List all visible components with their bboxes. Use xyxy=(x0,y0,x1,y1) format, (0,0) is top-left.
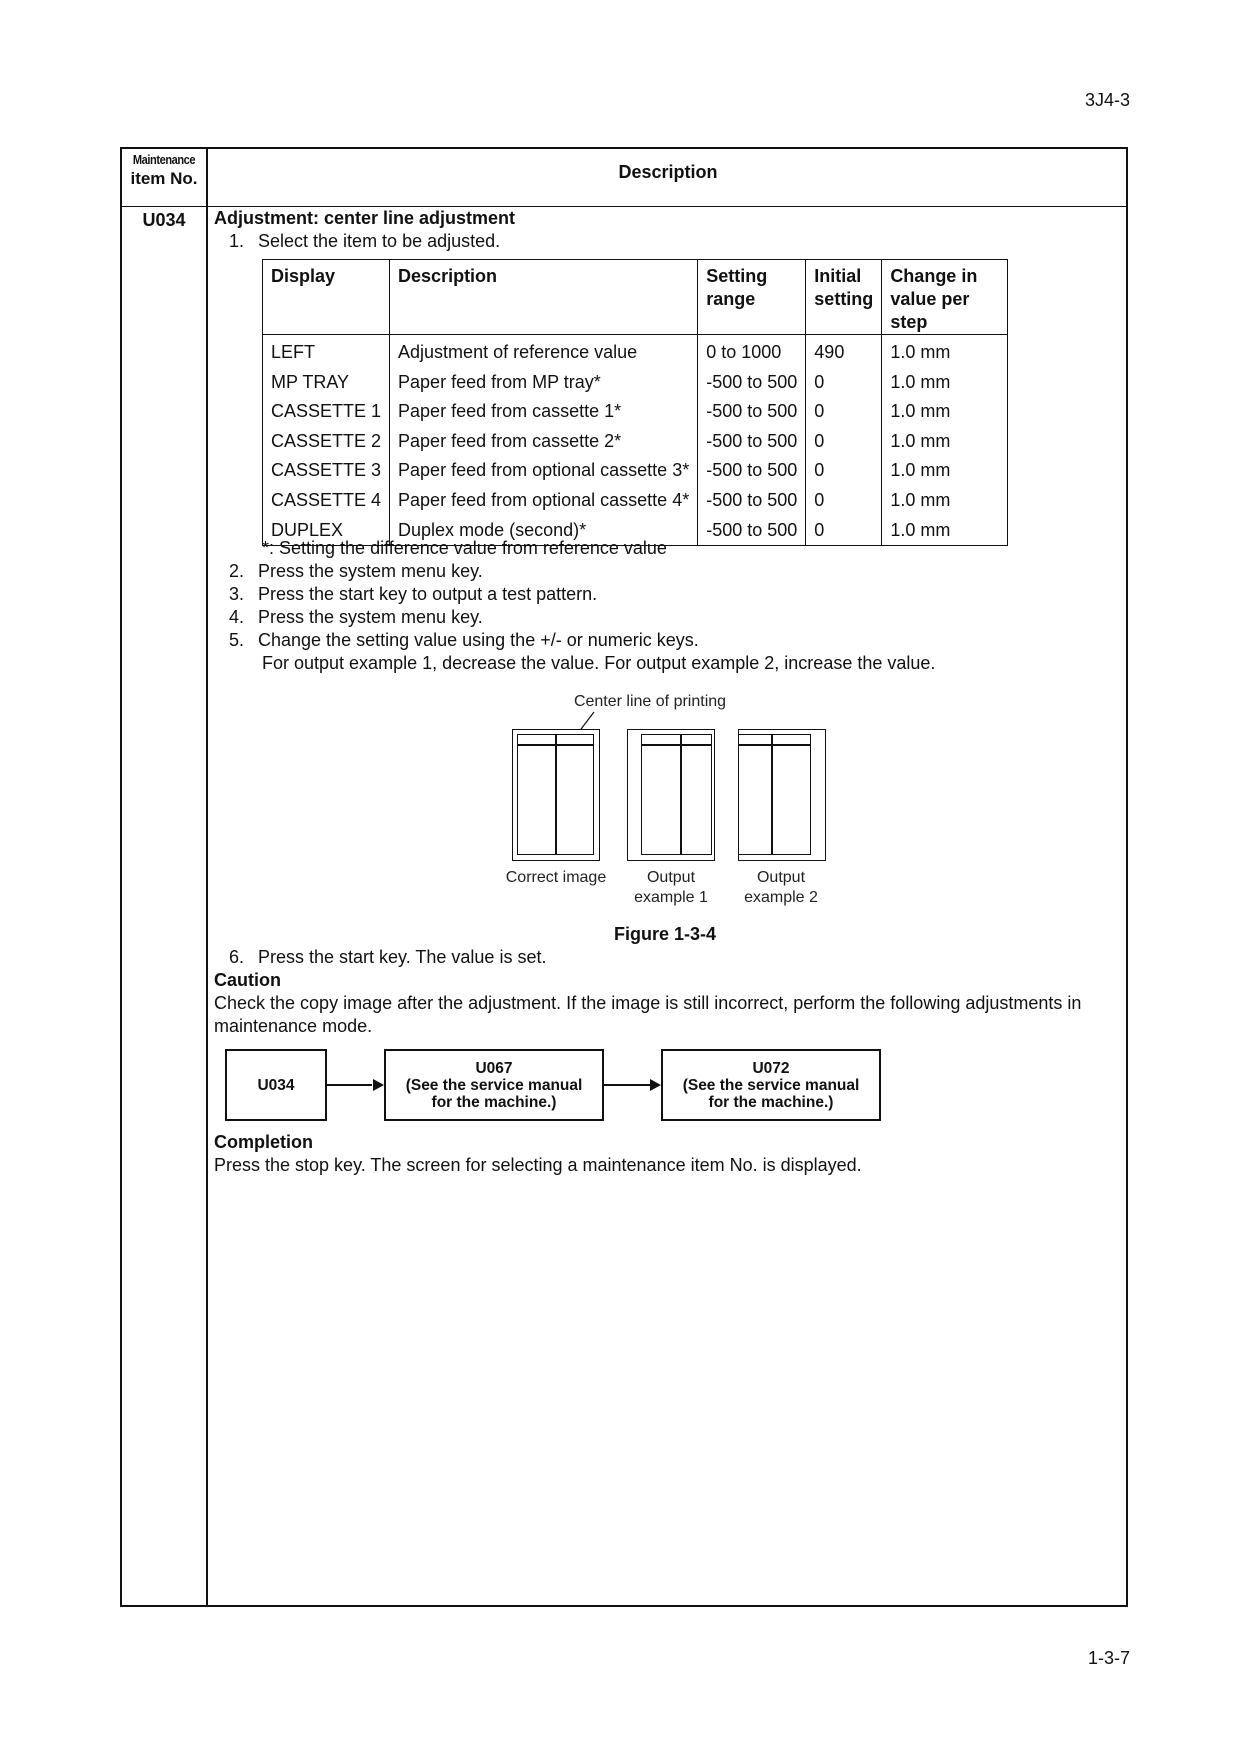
print-area xyxy=(739,734,811,855)
cell-display: LEFT xyxy=(271,342,316,362)
maintenance-item-no-header xyxy=(122,152,206,190)
completion-text: Press the stop key. The screen for selecting a maintenance item No. is displayed. xyxy=(214,1155,862,1175)
item-number: U034 xyxy=(142,210,186,230)
flow-box-u067: U067 (See the service manual for the machine.) xyxy=(384,1049,604,1121)
header-setting-range: Setting range xyxy=(698,260,806,335)
output-example-1-page xyxy=(627,729,715,861)
print-area xyxy=(641,734,712,855)
flow-arrow-2-head xyxy=(650,1079,661,1091)
step-5-note: For output example 1, decrease the value. For output example 2, increase the value. xyxy=(262,653,936,673)
cell-description: Adjustment of reference value xyxy=(390,335,698,368)
caution-text-line-2: maintenance mode. xyxy=(214,1016,373,1036)
caption-correct-image: Correct image xyxy=(505,869,607,886)
header-initial-setting: Initial setting xyxy=(806,260,882,335)
page-header-code: 3J4-3 xyxy=(1084,90,1130,110)
description-header: Description xyxy=(618,162,718,182)
item-title: Adjustment: center line adjustment xyxy=(214,208,516,228)
step-text: Change the setting value using the +/- or numeric keys. xyxy=(258,630,699,650)
step-number: 1. xyxy=(228,231,244,251)
caution-heading: Caution xyxy=(214,970,281,990)
step-number: 3. xyxy=(228,584,244,604)
cell-display: CASSETTE 4 xyxy=(271,489,382,510)
caution-text-line-1: Check the copy image after the adjustment. If the image is still incorrect, perform the following adjustments in xyxy=(214,993,1082,1013)
top-line xyxy=(641,744,712,746)
cell-description: Duplex mode (second)* xyxy=(390,516,698,546)
cell-change-per-step: 1.0 mm xyxy=(882,516,1008,546)
table-row xyxy=(263,368,1008,398)
table-row xyxy=(263,427,1008,457)
cell-description: Paper feed from MP tray* xyxy=(390,368,698,398)
top-line xyxy=(739,744,811,746)
cell-setting-range: -500 to 500 xyxy=(698,456,806,486)
step-number: 6. xyxy=(228,947,244,967)
settings-table-header-row xyxy=(263,260,1008,335)
step-text: Press the system menu key. xyxy=(258,561,483,581)
cell-display: CASSETTE 1 xyxy=(271,401,382,422)
cell-setting-range: 0 to 1000 xyxy=(698,335,806,368)
step-6 xyxy=(214,946,546,969)
table-row xyxy=(263,335,1008,368)
step-3 xyxy=(214,583,597,606)
cell-setting-range: -500 to 500 xyxy=(698,516,806,546)
center-line xyxy=(555,734,557,855)
cell-initial-setting: 0 xyxy=(806,486,882,516)
step-number: 2. xyxy=(228,561,244,581)
flow-box-u072: U072 (See the service manual for the machine.) xyxy=(661,1049,881,1121)
table-row xyxy=(263,486,1008,516)
step-text: Press the system menu key. xyxy=(258,607,483,627)
cell-display: MP TRAY xyxy=(271,371,350,392)
center-line xyxy=(771,734,773,855)
column-divider xyxy=(206,147,208,1607)
step-text: Press the start key to output a test pattern. xyxy=(258,584,598,604)
completion-heading: Completion xyxy=(214,1132,313,1152)
cell-display: CASSETTE 3 xyxy=(271,460,382,481)
step-5 xyxy=(214,629,699,652)
flow-box-u034: U034 xyxy=(225,1049,327,1121)
cell-initial-setting: 0 xyxy=(806,368,882,398)
settings-table xyxy=(262,259,1008,546)
step-text: Press the start key. The value is set. xyxy=(258,947,547,967)
header-display: Display xyxy=(263,260,390,335)
cell-change-per-step: 1.0 mm xyxy=(882,397,1008,427)
cell-initial-setting: 0 xyxy=(806,397,882,427)
cell-setting-range: -500 to 500 xyxy=(698,368,806,398)
cell-change-per-step: 1.0 mm xyxy=(882,368,1008,398)
step-number: 4. xyxy=(228,607,244,627)
cell-setting-range: -500 to 500 xyxy=(698,486,806,516)
header-description: Description xyxy=(390,260,698,335)
cell-initial-setting: 0 xyxy=(806,516,882,546)
caption-output-example-1: Output example 1 xyxy=(634,869,708,906)
cell-change-per-step: 1.0 mm xyxy=(882,427,1008,457)
cell-initial-setting: 0 xyxy=(806,427,882,457)
step-1 xyxy=(214,230,500,253)
caption-output-example-2: Output example 2 xyxy=(744,869,818,906)
correct-image-page xyxy=(512,729,600,861)
step-4 xyxy=(214,606,483,629)
output-example-2-page xyxy=(738,729,826,861)
cell-setting-range: -500 to 500 xyxy=(698,397,806,427)
table-row xyxy=(263,456,1008,486)
cell-description: Paper feed from cassette 1* xyxy=(390,397,698,427)
cell-description: Paper feed from optional cassette 4* xyxy=(390,486,698,516)
center-line xyxy=(680,734,682,855)
figure-callout: Center line of printing xyxy=(573,693,727,710)
cell-initial-setting: 490 xyxy=(806,335,882,368)
cell-display: DUPLEX xyxy=(271,519,344,540)
cell-description: Paper feed from cassette 2* xyxy=(390,427,698,457)
flow-arrow-1-head xyxy=(373,1079,384,1091)
item-no-label: item No. xyxy=(130,169,198,189)
footnote: *: Setting the difference value from reference value xyxy=(262,538,667,558)
cell-setting-range: -500 to 500 xyxy=(698,427,806,457)
cell-display: CASSETTE 2 xyxy=(271,430,382,451)
figure-title: Figure 1-3-4 xyxy=(613,924,717,944)
cell-initial-setting: 0 xyxy=(806,456,882,486)
cell-change-per-step: 1.0 mm xyxy=(882,335,1008,368)
maintenance-label: Maintenance xyxy=(132,152,196,167)
step-text: Select the item to be adjusted. xyxy=(258,231,501,251)
step-number: 5. xyxy=(228,630,244,650)
flow-arrow-2-line xyxy=(604,1084,650,1086)
cell-description: Paper feed from optional cassette 3* xyxy=(390,456,698,486)
header-change-per-step: Change in value per step xyxy=(882,260,1008,335)
cell-change-per-step: 1.0 mm xyxy=(882,486,1008,516)
flow-arrow-1-line xyxy=(327,1084,372,1086)
table-row xyxy=(263,397,1008,427)
step-2 xyxy=(214,560,483,583)
page-footer-number: 1-3-7 xyxy=(1087,1648,1130,1668)
cell-change-per-step: 1.0 mm xyxy=(882,456,1008,486)
